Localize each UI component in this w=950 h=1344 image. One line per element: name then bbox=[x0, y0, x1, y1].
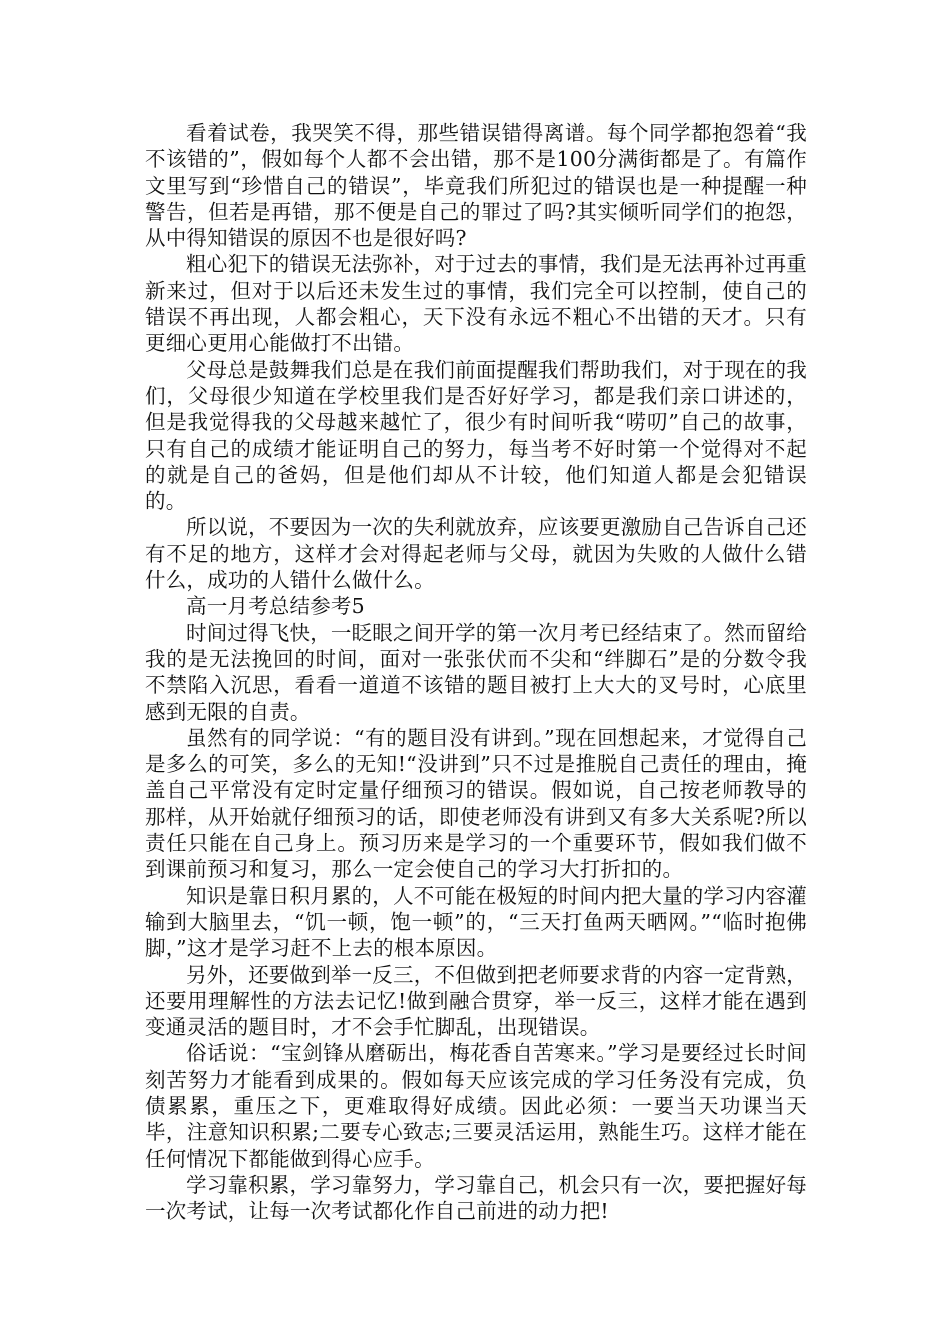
paragraph-preview-study: 虽然有的同学说：“有的题目没有讲到。”现在回想起来，才觉得自己是多么的可笑，多么的无知!“没讲到”只不过是推脱自己责任的理由，掩盖自己平常没有定时定量仔细预习的错误。假如说，自己按老师教导的那样，从开始就仔细预习的话，即使老师没有讲到又有多大关系呢?所以责任只能在自己身上。预习历来是学习的一个重要环节，假如我们做不到课前预习和复习，那么一定会使自己的学习大打折扣的。 bbox=[145, 725, 807, 882]
paragraph-accumulation: 知识是靠日积月累的，人不可能在极短的时间内把大量的学习内容灌输到大脑里去，“饥一顿，饱一顿”的，“三天打鱼两天晒网。”“临时抱佛脚，”这才是学习赶不上去的根本原因。 bbox=[145, 883, 807, 961]
paragraph-proverb: 俗话说：“宝剑锋从磨砺出，梅花香自苦寒来。”学习是要经过长时间刻苦努力才能看到成果的。假如每天应该完成的学习任务没有完成，负债累累，重压之下，更难取得好成绩。因此必须：一要当天功课当天毕，注意知识积累;二要专心致志;三要灵活运用，熟能生巧。这样才能在任何情况下都能做到得心应手。 bbox=[145, 1041, 807, 1171]
document-page bbox=[145, 120, 807, 1224]
paragraph-apply-knowledge: 另外，还要做到举一反三，不但做到把老师要求背的内容一定背熟，还要用理解性的方法去记忆!做到融合贯穿，举一反三，这样才能在遇到变通灵活的题目时，才不会手忙脚乱，出现错误。 bbox=[145, 962, 807, 1040]
paragraph-exam-mistakes: 看着试卷，我哭笑不得，那些错误错得离谱。每个同学都抱怨着“我不该错的”，假如每个人都不会出错，那不是100分满街都是了。有篇作文里写到“珍惜自己的错误”，毕竟我们所犯过的错误也是一种提醒一种警告，但若是再错，那不便是自己的罪过了吗?其实倾听同学们的抱怨，从中得知错误的原因不也是很好吗? bbox=[145, 121, 807, 251]
paragraph-conclusion: 学习靠积累，学习靠努力，学习靠自己，机会只有一次，要把握好每一次考试，让每一次考试都化作自己前进的动力把! bbox=[145, 1172, 807, 1224]
paragraph-first-monthly-exam: 时间过得飞快，一眨眼之间开学的第一次月考已经结束了。然而留给我的是无法挽回的时间，面对一张张伏而不尖和“绊脚石”是的分数令我不禁陷入沉思，看看一道道不该错的题目被打上大大的叉号时，心底里感到无限的自责。 bbox=[145, 620, 807, 724]
section-heading: 高一月考总结参考5 bbox=[186, 594, 365, 619]
paragraph-carelessness: 粗心犯下的错误无法弥补，对于过去的事情，我们是无法再补过再重新来过，但对于以后还未发生过的事情，我们完全可以控制，使自己的错误不再出现，人都会粗心，天下没有永远不粗心不出错的天才。只有更细心更用心能做打不出错。 bbox=[145, 252, 807, 356]
paragraph-parents: 父母总是鼓舞我们总是在我们前面提醒我们帮助我们，对于现在的我们，父母很少知道在学校里我们是否好好学习，都是我们亲口讲述的，但是我觉得我的父母越来越忙了，很少有时间听我“唠叨”自己的故事，只有自己的成绩才能证明自己的努力，每当考不好时第一个觉得对不起的就是自己的爸妈，但是他们却从不计较，他们知道人都是会犯错误的。 bbox=[145, 357, 807, 514]
paragraph-dont-give-up: 所以说，不要因为一次的失利就放弃，应该要更激励自己告诉自己还有不足的地方，这样才会对得起老师与父母，就因为失败的人做什么错什么，成功的人错什么做什么。 bbox=[145, 515, 807, 593]
